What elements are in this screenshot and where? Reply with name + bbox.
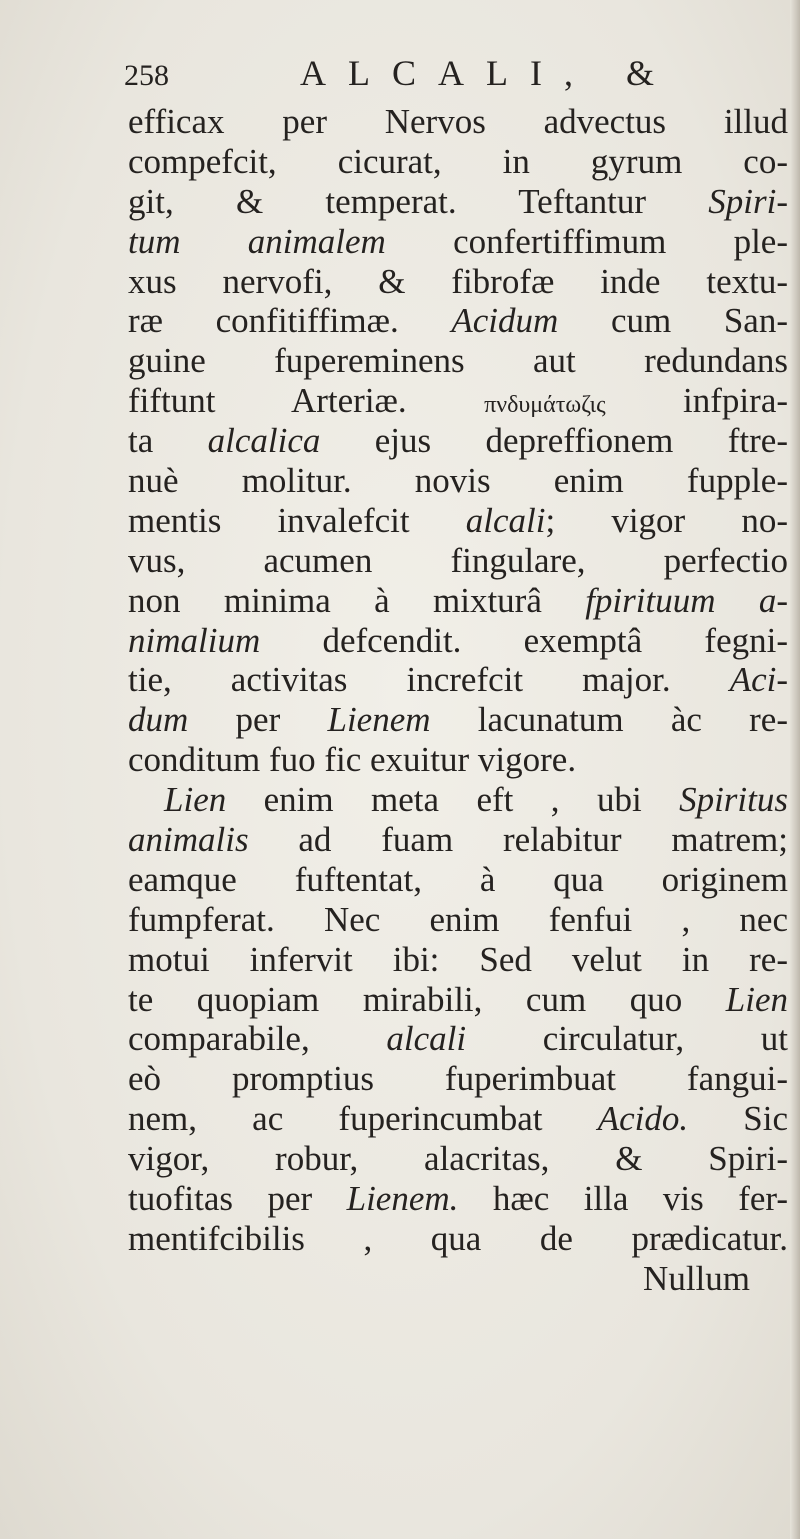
italic-text: Lienem. [346, 1179, 459, 1219]
roman-text: confertiffimum ple- [385, 221, 788, 261]
text-line [128, 102, 788, 142]
text-line [128, 621, 788, 661]
italic-text: Aci- [729, 660, 788, 700]
text-line [128, 142, 788, 182]
greek-text: πνδυμάτωζις [484, 392, 606, 419]
text-line [128, 700, 788, 740]
text-line [128, 501, 788, 541]
italic-text: Acidum [451, 301, 559, 341]
text-line [128, 980, 788, 1020]
roman-text: infpira- [605, 381, 789, 421]
roman-text: Nullum [643, 1258, 750, 1298]
text-line [128, 421, 788, 461]
italic-text: Spiri- [708, 181, 788, 221]
roman-text: guine fupereminens aut redundans [128, 341, 788, 381]
text-line [128, 1179, 788, 1219]
roman-text: lacunatum àc re- [430, 700, 788, 740]
roman-text: defcendit. exemptâ fegni- [260, 620, 788, 660]
body-text [128, 102, 788, 1299]
roman-text: mentifcibilis , qua de prædicatur. [128, 1218, 788, 1258]
text-line [128, 541, 788, 581]
italic-text: Lien [725, 979, 788, 1019]
text-line [128, 1099, 788, 1139]
roman-text: vigor, robur, alacritas, & Spiri- [128, 1139, 788, 1179]
text-line [128, 182, 788, 222]
page-number: 258 [124, 59, 169, 92]
text-line [128, 740, 788, 780]
text-line [128, 940, 788, 980]
text-line [128, 660, 788, 700]
roman-text: tie, activitas increfcit major. [128, 660, 730, 700]
italic-text: alcali [386, 1019, 467, 1059]
text-line [128, 1139, 788, 1179]
text-line [128, 780, 788, 820]
text-line [128, 1059, 788, 1099]
roman-text: hæc illa vis fer- [458, 1179, 788, 1219]
text-line [128, 262, 788, 302]
italic-text: Lien [164, 780, 227, 820]
italic-text: Lienem [327, 700, 431, 740]
italic-text: nimalium [128, 620, 261, 660]
italic-text: dum [128, 700, 189, 740]
roman-text: tuofitas per [128, 1179, 347, 1219]
text-line [128, 900, 788, 940]
roman-text: fiftunt Arteriæ. [128, 381, 485, 421]
roman-text: enim meta eft , ubi [226, 780, 680, 820]
roman-text: te quopiam mirabili, cum quo [128, 979, 726, 1019]
roman-text: ræ confitiffimæ. [128, 301, 452, 341]
italic-text: animalis [128, 820, 249, 860]
italic-text: alcalica [207, 421, 321, 461]
running-title: ALCALI, & [300, 53, 676, 93]
text-line [128, 381, 788, 421]
roman-text: comparabile, [128, 1019, 387, 1059]
italic-text: tum animalem [128, 221, 386, 261]
roman-text: vus, acumen fingulare, perfectio [128, 540, 788, 580]
roman-text: per [188, 700, 328, 740]
roman-text: eò promptius fuperimbuat fangui- [128, 1059, 788, 1099]
roman-text: nem, ac fuperincumbat [128, 1099, 598, 1139]
catchword [128, 1259, 788, 1299]
roman-text: xus nervofi, & fibrofæ inde textu- [128, 261, 788, 301]
roman-text: non minima à mixturâ [128, 580, 586, 620]
roman-text: motui infervit ibi: Sed velut in re- [128, 939, 788, 979]
roman-text: Sic [688, 1099, 788, 1139]
roman-text: ad fuam relabitur matrem; [248, 820, 788, 860]
roman-text: git, & temperat. Teftantur [128, 181, 709, 221]
text-line [128, 820, 788, 860]
italic-text: alcali [465, 500, 546, 540]
text-line [128, 222, 788, 262]
roman-text: compefcit, cicurat, in gyrum co- [128, 141, 788, 181]
text-line [128, 301, 788, 341]
roman-text: mentis invalefcit [128, 500, 466, 540]
italic-text: Spiritus [679, 780, 788, 820]
roman-text: cum San- [558, 301, 788, 341]
roman-text: ta [128, 421, 208, 461]
page-edge [790, 0, 800, 1539]
text-line [128, 1219, 788, 1259]
roman-text: ejus depreffionem ftre- [320, 421, 788, 461]
roman-text: ; vigor no- [545, 500, 788, 540]
roman-text: fumpferat. Nec enim fenfui , nec [128, 899, 788, 939]
roman-text: eamque fuftentat, à qua originem [128, 859, 788, 899]
text-line [128, 1019, 788, 1059]
text-line [128, 860, 788, 900]
text-line [128, 341, 788, 381]
text-line [128, 581, 788, 621]
italic-text: fpirituum a- [585, 580, 788, 620]
italic-text: Acido. [597, 1099, 689, 1139]
roman-text: nuè molitur. novis enim fupple- [128, 461, 788, 501]
roman-text: conditum fuo fic exuitur vigore. [128, 740, 577, 780]
text-line [128, 461, 788, 501]
roman-text: circulatur, ut [466, 1019, 788, 1059]
roman-text: efficax per Nervos advectus illud [128, 102, 788, 141]
